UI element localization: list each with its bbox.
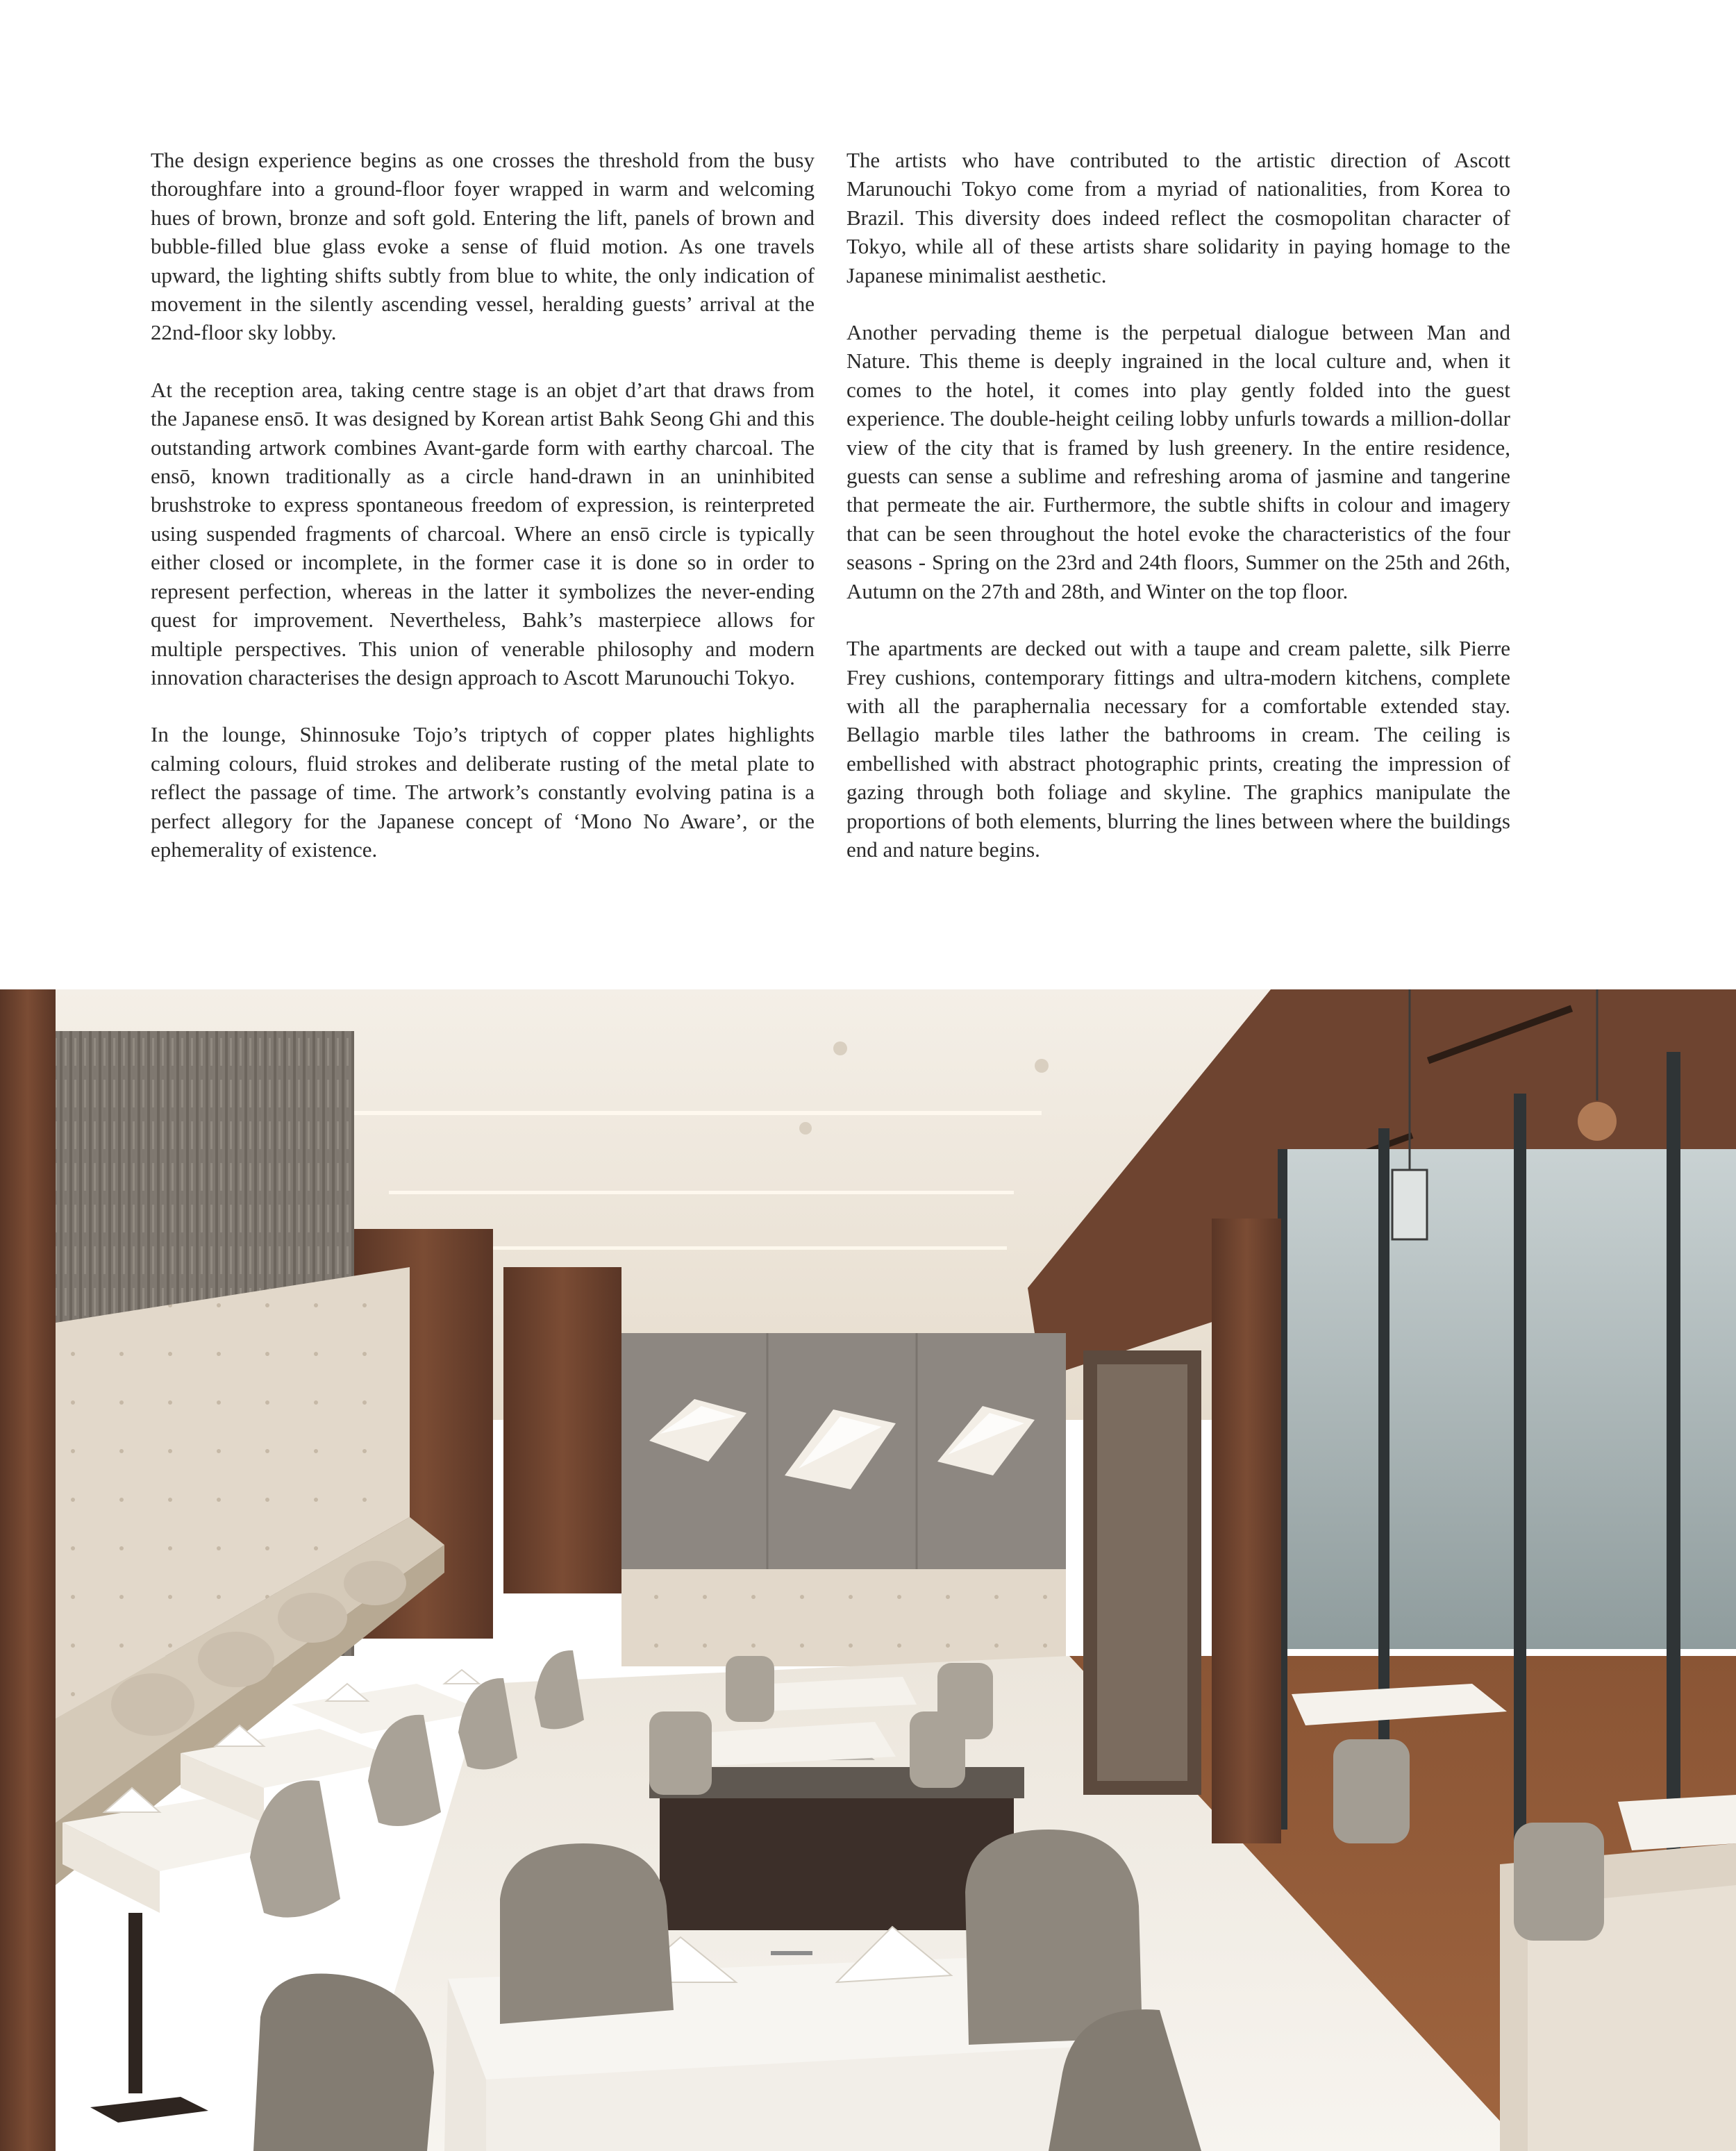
dining-table — [292, 1684, 486, 1734]
paragraph-artists: The artists who have contributed to the artistic direction of Ascott Marunouchi Tokyo come from a myriad of nationalities, from Korea to Brazil. This diversity does indeed reflect the cosmopolitan character of Tokyo, while all of these artists share solidarity in paying homage to the Japanese minimalist aesthetic. — [846, 148, 1510, 287]
wood-pillar — [1212, 1219, 1281, 1843]
ceiling-light-strip — [347, 1111, 1042, 1115]
downlight — [799, 1122, 812, 1135]
paragraph-design-experience: The design experience begins as one crosses the threshold from the busy thoroughfare into a ground-floor foyer wrapped in warm and welcoming hues of brown, bronze and soft gold. Entering the lift, panels of brown and bubble-filled blue glass evoke a sense of fluid motion. As one travels upward, the lighting shifts subtly from blue to white, the only indication of movement in the silently ascending vessel, heralding guests’ arrival at the 22nd-floor sky lobby. — [151, 148, 815, 345]
back-banquette — [621, 1569, 1066, 1666]
paragraph-reception-enso: At the reception area, taking centre stage is an objet d’art that draws from the Japanese ensō. It was designed by Korean artist Bahk Seong Ghi and this outstanding artwork combines Avant-garde form with earthy charcoal. The ensō, known traditionally as a circle hand-drawn in an uninhibited brushstroke to express spontaneous freedom of expression, is reinterpreted using suspended fragments of charcoal. Where an ensō circle is typically either closed or incomplete, in the former case it is done so in order to represent perfection, whereas in the latter it symbolizes the never-ending quest for improvement. Nevertheless, Bahk’s masterpiece allows for multiple perspectives. This union of venerable philosophy and modern innovation characterises the design approach to Ascott Marunouchi Tokyo. — [151, 377, 815, 689]
left-column — [151, 146, 815, 958]
paragraph-apartments: The apartments are decked out with a taupe and cream palette, silk Pierre Frey cushions, contemporary fittings and ultra-modern kitchens, complete with all the paraphernalia necessary for a comfortable extended stay. Bellagio marble tiles lather the bathrooms in cream. The ceiling is embellished with abstract photographic prints, creating the impression of gazing through both foliage and skyline. The graphics manipulate the proportions of both elements, blurring the lines between where the buildings end and nature begins. — [846, 636, 1510, 862]
dining-table — [1618, 1795, 1736, 1850]
ceiling-light-strip — [417, 1246, 1007, 1250]
downlight — [833, 1041, 847, 1055]
paragraph-man-and-nature: Another pervading theme is the perpetual dialogue between Man and Nature. This theme is deeply ingrained in the local culture and, when it comes to the hotel, it comes into play gently folded into the guest experience. The double-height ceiling lobby unfurls towards a million-dollar view of the city that is framed by lush greenery. In the entire residence, guests can sense a sublime and refreshing aroma of jasmine and tangerine that permeate the air. Furthermore, the subtle shifts in colour and imagery that can be seen throughout the hotel evoke the characteristics of the four seasons - Spring on the 23rd and 24th floors, Summer on the 25th and 26th, Autumn on the 27th and 28th, and Winter on the top floor. — [846, 320, 1510, 603]
article-body — [151, 146, 1510, 958]
left-wood-column — [0, 989, 56, 2151]
foreground-chair — [500, 1843, 674, 2024]
restaurant-photo — [0, 989, 1736, 2151]
ceiling-light-strip — [389, 1191, 1014, 1194]
paragraph-lounge-triptych: In the lounge, Shinnosuke Tojo’s triptych of copper plates highlights calming colours, fluid strokes and deliberate rusting of the metal plate to reflect the passage of time. The artwork’s constantly evolving patina is a perfect allegory for the Japanese concept of ‘Mono No Aware’, or the ephemerality of existence. — [151, 722, 815, 862]
foreground-chair — [965, 1830, 1142, 2045]
downlight — [1035, 1059, 1049, 1073]
right-column — [846, 146, 1510, 958]
wood-column — [503, 1267, 621, 1593]
